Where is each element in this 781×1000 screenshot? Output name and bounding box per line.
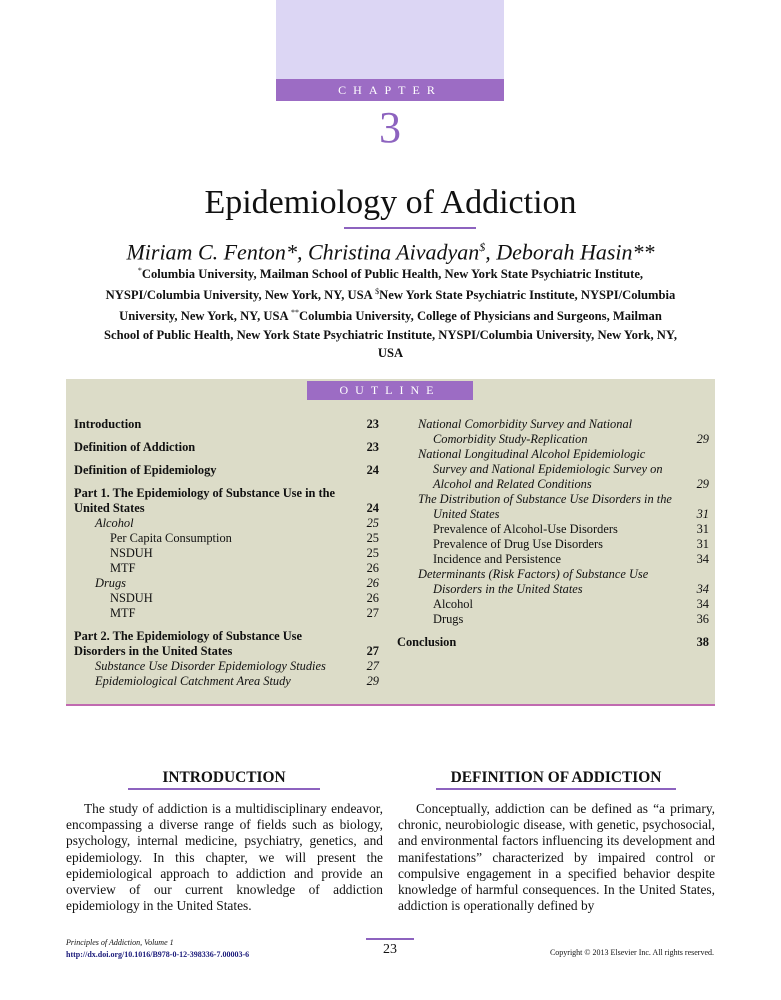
outline-left-column	[74, 417, 379, 689]
outline-entry-title: National Longitudinal Alcohol Epidemiologic Survey and National Epidemiologic Survey on Alcohol and Related Conditions	[418, 447, 663, 491]
outline-entry-page: 25	[366, 531, 379, 545]
outline-entry[interactable]	[74, 546, 379, 561]
outline-entry[interactable]	[74, 417, 379, 432]
chapter-title: Epidemiology of Addiction	[204, 184, 577, 221]
outline-entry-page: 29	[696, 477, 709, 491]
outline-entry-title: Alcohol	[433, 597, 473, 611]
outline-entry-title: Part 1. The Epidemiology of Substance Use in the United States	[74, 486, 336, 515]
outline-entry-page: 26	[366, 561, 379, 575]
outline-entry-page: 29	[696, 432, 709, 446]
page-number: 23	[366, 938, 414, 958]
outline-entry-page: 34	[696, 552, 709, 566]
outline-entry-page: 27	[366, 606, 379, 620]
introduction-text: The study of addiction is a multidisciplinary endeavor, encompassing a diverse range of fields such as biology, psychology, internal medicine, psychiatry, genetics, and epidemiology. In this chapter, we will present the epidemiological approach to addiction and provide an overview of our current knowledge of addiction epidemiology in the United States.	[66, 801, 383, 914]
definition-heading: DEFINITION OF ADDICTION	[450, 769, 662, 786]
outline-entry[interactable]	[397, 492, 709, 522]
outline-entry[interactable]	[397, 635, 709, 650]
outline-entry[interactable]	[74, 659, 379, 674]
outline-entry-page: 23	[366, 417, 379, 431]
outline-entry[interactable]	[74, 440, 379, 455]
outline-entry-title: NSDUH	[110, 546, 153, 560]
outline-entry[interactable]	[74, 629, 379, 659]
outline-entry-page: 25	[366, 516, 379, 530]
outline-entry-title: Drugs	[95, 576, 126, 590]
affiliations: *Columbia University, Mailman School of Public Health, New York State Psychiatric Institute, NYSPI/Columbia University, New York, NY, USA $New York State Psychiatric Institute, NYSPI/Columbia University, New York, NY, USA **Columbia University, College of Physicians and Surgeons, Mailman School of Public Health, New York State Psychiatric Institute, NYSPI/Columbia University, New York, NY, USA	[103, 266, 677, 360]
outline-entry-page: 24	[366, 463, 379, 477]
outline-entry[interactable]	[397, 537, 709, 552]
outline-entry-title: Substance Use Disorder Epidemiology Studies	[95, 659, 326, 673]
outline-entry-title: The Distribution of Substance Use Disorders in the United States	[418, 492, 672, 521]
outline-entry-page: 34	[696, 582, 709, 596]
outline-entry-page: 24	[366, 501, 379, 515]
outline-entry-title: MTF	[110, 606, 136, 620]
affiliation-text: New York State Psychiatric Institute, NYSPI/Columbia University, New York, NY, USA	[119, 288, 676, 324]
outline-entry[interactable]	[397, 597, 709, 612]
outline-entry[interactable]	[74, 486, 379, 516]
chapter-number: 3	[379, 103, 401, 152]
outline-entry-title: Part 2. The Epidemiology of Substance Use Disorders in the United States	[74, 629, 302, 658]
introduction-rule	[128, 788, 320, 790]
outline-entry[interactable]	[397, 552, 709, 567]
outline-entry[interactable]	[74, 561, 379, 576]
outline-entry-title: MTF	[110, 561, 136, 575]
outline-entry[interactable]	[74, 591, 379, 606]
affiliation-text: Columbia University, College of Physicians and Surgeons, Mailman School of Public Health, New York State Psychiatric Institute, NYSPI/Columbia University, New York, NY, USA	[103, 309, 677, 360]
author-name: Deborah Hasin	[496, 239, 633, 265]
outline-entry[interactable]	[397, 612, 709, 627]
affiliation-text: Columbia University, Mailman School of Public Health, New York State Psychiatric Institute, NYSPI/Columbia University, New York, NY, USA	[105, 267, 644, 303]
outline-entry-title: Definition of Epidemiology	[74, 463, 217, 477]
outline-entry-title: Alcohol	[95, 516, 134, 530]
author-mark: *	[285, 239, 297, 265]
outline-entry-page: 26	[366, 591, 379, 605]
outline-entry-title: Epidemiological Catchment Area Study	[95, 674, 291, 688]
outline-entry-page: 31	[696, 522, 709, 536]
outline-entry-title: Prevalence of Alcohol-Use Disorders	[433, 522, 618, 536]
outline-right-column	[397, 417, 709, 650]
outline-entry-title: Introduction	[74, 417, 142, 431]
outline-entry-page: 23	[366, 440, 379, 454]
outline-entry[interactable]	[397, 417, 709, 447]
outline-entry-page: 29	[366, 674, 379, 688]
outline-entry-title: Prevalence of Drug Use Disorders	[433, 537, 603, 551]
outline-entry-title: Conclusion	[397, 635, 457, 649]
outline-entry-page: 26	[366, 576, 379, 590]
outline-entry[interactable]	[74, 576, 379, 591]
outline-entry[interactable]	[397, 522, 709, 537]
outline-entry-page: 31	[696, 507, 709, 521]
outline-entry[interactable]	[74, 531, 379, 546]
outline-entry-title: Incidence and Persistence	[433, 552, 561, 566]
chapter-label: CHAPTER	[276, 79, 504, 101]
outline-entry[interactable]	[397, 447, 709, 492]
outline-entry-title: National Comorbidity Survey and National Comorbidity Study-Replication	[418, 417, 633, 446]
outline-entry-page: 25	[366, 546, 379, 560]
outline-entry-page: 34	[696, 597, 709, 611]
author-name: Miriam C. Fenton	[126, 239, 286, 265]
introduction-heading: INTRODUCTION	[162, 769, 286, 786]
definition-rule	[436, 788, 676, 790]
outline-entry-title: NSDUH	[110, 591, 153, 605]
outline-entry-title: Per Capita Consumption	[110, 531, 232, 545]
definition-text: Conceptually, addiction can be defined as “a primary, chronic, neurobiologic disease, with genetic, psychosocial, and environmental factors influencing its development and manifestations” characterized by impaired control or compulsive engagement in a specified behavior despite knowledge of harmful consequences. In the United States, addiction is operationally defined by	[398, 801, 715, 914]
outline-entry-title: Drugs	[433, 612, 464, 626]
author-mark: **	[632, 239, 655, 265]
author-mark: $	[479, 240, 486, 254]
outline-entry[interactable]	[397, 567, 709, 597]
author-name: Christina Aivadyan	[307, 239, 480, 265]
copyright: Copyright © 2013 Elsevier Inc. All rights reserved.	[549, 948, 714, 957]
outline-entry[interactable]	[74, 606, 379, 621]
outline-entry-page: 27	[366, 644, 379, 658]
authors-line: Miriam C. Fenton*, Christina Aivadyan$, Deborah Hasin**	[126, 239, 655, 265]
outline-entry-title: Determinants (Risk Factors) of Substance Use Disorders in the United States	[418, 567, 649, 596]
outline-entry-page: 36	[696, 612, 709, 626]
outline-entry-page: 31	[696, 537, 709, 551]
footer-citation	[66, 937, 326, 961]
outline-entry[interactable]	[74, 516, 379, 531]
outline-entry[interactable]	[74, 674, 379, 689]
outline-entry-page: 27	[366, 659, 379, 673]
outline-label: OUTLINE	[307, 381, 473, 400]
outline-entry-page: 38	[696, 635, 709, 649]
book-title: Principles of Addiction, Volume 1	[66, 938, 174, 947]
outline-entry[interactable]	[74, 463, 379, 478]
doi-link[interactable]: http://dx.doi.org/10.1016/B978-0-12-398336-7.00003-6	[66, 950, 250, 959]
outline-entry-title: Definition of Addiction	[74, 440, 196, 454]
title-rule	[344, 227, 476, 229]
